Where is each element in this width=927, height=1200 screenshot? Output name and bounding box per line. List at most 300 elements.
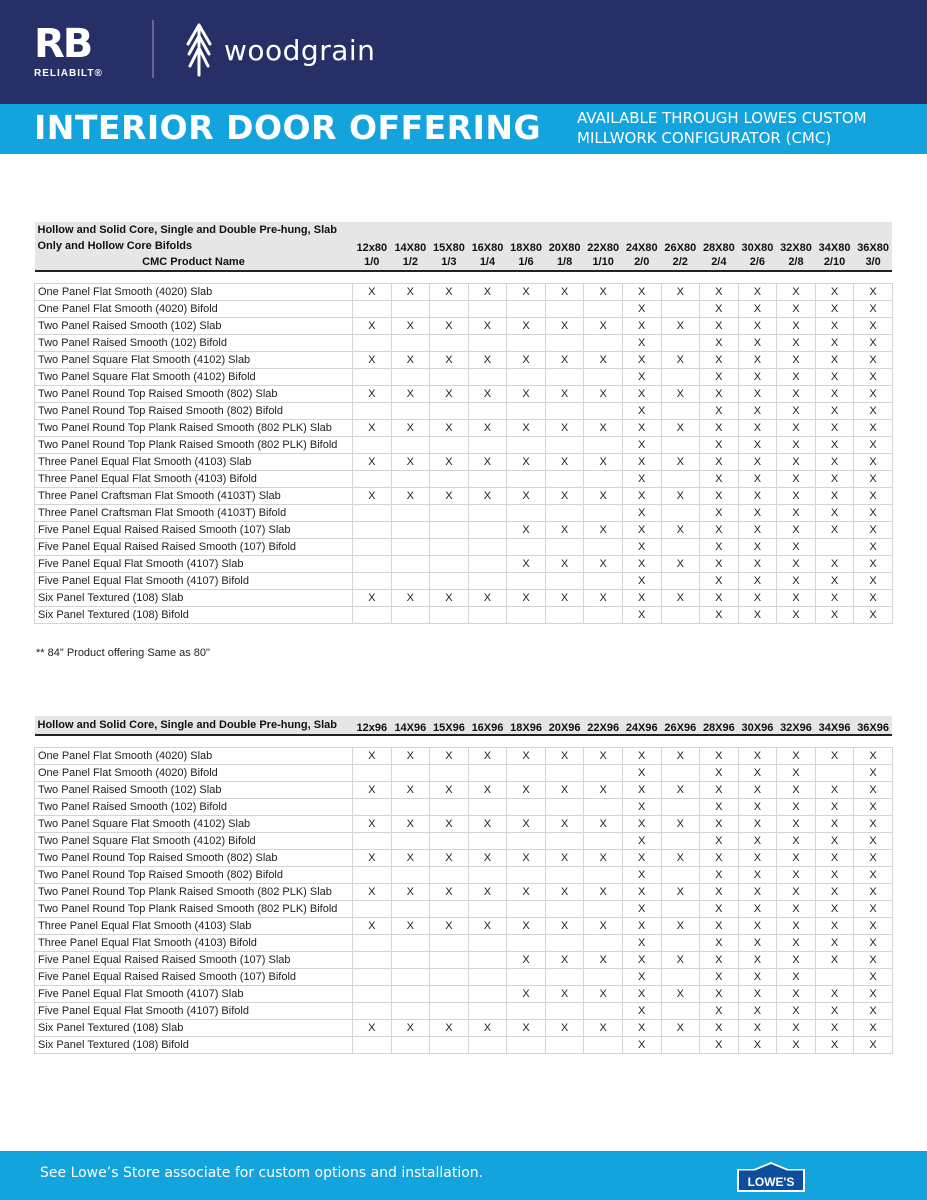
availability-cell: X [854, 1036, 893, 1053]
availability-cell: X [622, 985, 661, 1002]
availability-cell: X [815, 521, 854, 538]
table-row [35, 317, 893, 334]
table-row [35, 436, 893, 453]
availability-cell: X [854, 849, 893, 866]
availability-cell: X [661, 951, 700, 968]
availability-cell: X [661, 419, 700, 436]
table-row [35, 1002, 893, 1019]
availability-cell: X [700, 849, 739, 866]
availability-cell: X [815, 351, 854, 368]
table80-fraction-header-5: 1/8 [545, 254, 584, 270]
availability-cell: X [700, 385, 739, 402]
table96-size-header-2: 15X96 [430, 716, 469, 734]
product-name-cell: Two Panel Square Flat Smooth (4102) Slab [35, 351, 353, 368]
availability-cell: X [622, 883, 661, 900]
availability-cell: X [507, 747, 546, 764]
availability-cell: X [738, 815, 777, 832]
availability-cell: X [700, 1036, 739, 1053]
availability-cell: X [777, 504, 816, 521]
availability-cell: X [777, 419, 816, 436]
availability-cell: X [353, 917, 392, 934]
availability-cell: X [777, 764, 816, 781]
availability-cell: X [622, 747, 661, 764]
availability-cell: X [777, 832, 816, 849]
availability-cell: X [700, 747, 739, 764]
availability-cell: X [854, 504, 893, 521]
availability-cell [353, 521, 392, 538]
availability-cell: X [584, 317, 623, 334]
availability-cell: X [661, 453, 700, 470]
availability-cell [391, 538, 430, 555]
availability-cell [507, 402, 546, 419]
availability-cell: X [854, 317, 893, 334]
availability-cell [391, 470, 430, 487]
table80-size-header-0: 12x80 [353, 222, 392, 254]
table80-header-line1: Hollow and Solid Core, Single and Double Pre-hung, Slab [37, 224, 337, 236]
availability-cell [507, 300, 546, 317]
table-row [35, 832, 893, 849]
table-row [35, 849, 893, 866]
availability-cell [468, 572, 507, 589]
availability-cell: X [584, 385, 623, 402]
product-name-cell: Three Panel Equal Flat Smooth (4103) Slab [35, 453, 353, 470]
availability-cell [545, 798, 584, 815]
availability-cell: X [700, 504, 739, 521]
availability-cell: X [622, 968, 661, 985]
availability-cell: X [584, 985, 623, 1002]
table96-size-header-4: 18X96 [507, 716, 546, 734]
availability-cell: X [700, 453, 739, 470]
availability-cell: X [507, 815, 546, 832]
availability-cell: X [854, 351, 893, 368]
availability-cell [430, 606, 469, 623]
product-name-cell: Six Panel Textured (108) Slab [35, 589, 353, 606]
product-name-cell: Five Panel Equal Raised Raised Smooth (107) Bifold [35, 968, 353, 985]
availability-cell: X [815, 1019, 854, 1036]
table80-fraction-header-11: 2/8 [777, 254, 816, 270]
woodgrain-tree-icon [184, 22, 214, 78]
availability-cell: X [545, 589, 584, 606]
availability-cell [468, 402, 507, 419]
table80-body [35, 283, 893, 623]
availability-cell: X [777, 968, 816, 985]
availability-cell [430, 1002, 469, 1019]
availability-cell: X [430, 1019, 469, 1036]
availability-cell: X [700, 764, 739, 781]
availability-cell: X [815, 606, 854, 623]
table-row [35, 402, 893, 419]
product-name-cell: One Panel Flat Smooth (4020) Slab [35, 747, 353, 764]
availability-cell: X [507, 849, 546, 866]
availability-cell: X [738, 589, 777, 606]
availability-cell: X [584, 487, 623, 504]
availability-cell [430, 900, 469, 917]
table80-fraction-header-6: 1/10 [584, 254, 623, 270]
availability-cell: X [391, 453, 430, 470]
availability-cell: X [700, 781, 739, 798]
availability-cell [507, 900, 546, 917]
availability-cell: X [700, 317, 739, 334]
availability-cell [507, 436, 546, 453]
table-row [35, 470, 893, 487]
table96-size-header-10: 30X96 [738, 716, 777, 734]
availability-cell: X [854, 747, 893, 764]
availability-cell: X [815, 402, 854, 419]
availability-cell: X [738, 453, 777, 470]
table-row [35, 283, 893, 300]
availability-cell: X [622, 453, 661, 470]
availability-cell: X [468, 487, 507, 504]
availability-cell: X [700, 300, 739, 317]
availability-cell [353, 572, 392, 589]
availability-cell: X [545, 283, 584, 300]
availability-cell: X [468, 351, 507, 368]
availability-cell [584, 470, 623, 487]
availability-cell: X [738, 866, 777, 883]
availability-cell [468, 832, 507, 849]
availability-cell: X [738, 747, 777, 764]
product-name-cell: Two Panel Raised Smooth (102) Bifold [35, 334, 353, 351]
availability-cell: X [738, 968, 777, 985]
availability-cell: X [738, 606, 777, 623]
availability-cell: X [815, 334, 854, 351]
availability-cell [584, 504, 623, 521]
availability-cell: X [854, 300, 893, 317]
availability-cell: X [430, 487, 469, 504]
availability-cell: X [854, 453, 893, 470]
availability-cell: X [815, 883, 854, 900]
availability-cell: X [661, 385, 700, 402]
table80-size-header-8: 26X80 [661, 222, 700, 254]
availability-cell: X [353, 453, 392, 470]
availability-cell: X [353, 351, 392, 368]
availability-cell [507, 764, 546, 781]
availability-cell: X [507, 781, 546, 798]
availability-cell [584, 300, 623, 317]
availability-cell: X [622, 572, 661, 589]
availability-cell: X [622, 385, 661, 402]
availability-cell [507, 866, 546, 883]
table80-fraction-header-8: 2/2 [661, 254, 700, 270]
product-name-cell: Three Panel Equal Flat Smooth (4103) Slab [35, 917, 353, 934]
availability-cell: X [738, 538, 777, 555]
logo-divider [152, 20, 154, 78]
availability-cell: X [738, 521, 777, 538]
availability-cell: X [661, 985, 700, 1002]
availability-cell: X [661, 351, 700, 368]
availability-cell: X [391, 351, 430, 368]
product-name-cell: Two Panel Round Top Raised Smooth (802) Bifold [35, 402, 353, 419]
availability-cell: X [738, 385, 777, 402]
availability-cell: X [622, 521, 661, 538]
availability-cell: X [391, 781, 430, 798]
availability-cell [545, 470, 584, 487]
availability-cell: X [815, 453, 854, 470]
availability-cell [353, 968, 392, 985]
availability-cell [353, 900, 392, 917]
availability-cell [430, 1036, 469, 1053]
product-name-cell: Two Panel Square Flat Smooth (4102) Bifold [35, 368, 353, 385]
availability-cell [507, 968, 546, 985]
availability-cell: X [854, 606, 893, 623]
availability-cell [584, 402, 623, 419]
availability-cell: X [507, 1019, 546, 1036]
availability-cell: X [584, 453, 623, 470]
availability-cell: X [468, 385, 507, 402]
product-name-cell: Five Panel Equal Raised Raised Smooth (107) Slab [35, 951, 353, 968]
availability-cell: X [777, 985, 816, 1002]
availability-cell [430, 504, 469, 521]
availability-cell: X [545, 985, 584, 1002]
availability-cell: X [738, 317, 777, 334]
availability-cell [391, 334, 430, 351]
footer-text: See Lowe’s Store associate for custom options and installation. [40, 1165, 484, 1181]
availability-cell: X [777, 487, 816, 504]
availability-cell: X [777, 1036, 816, 1053]
availability-cell [353, 334, 392, 351]
availability-cell: X [854, 968, 893, 985]
table80-size-header-7: 24X80 [622, 222, 661, 254]
availability-cell: X [854, 521, 893, 538]
availability-cell: X [700, 798, 739, 815]
availability-cell: X [622, 951, 661, 968]
availability-cell: X [545, 883, 584, 900]
availability-cell: X [738, 849, 777, 866]
availability-cell [468, 934, 507, 951]
availability-cell [815, 764, 854, 781]
availability-cell [430, 368, 469, 385]
table80-fraction-header-9: 2/4 [700, 254, 739, 270]
availability-cell: X [777, 317, 816, 334]
availability-cell [661, 538, 700, 555]
availability-cell [391, 504, 430, 521]
availability-cell: X [700, 572, 739, 589]
availability-cell: X [738, 917, 777, 934]
availability-cell: X [738, 470, 777, 487]
availability-cell [545, 1002, 584, 1019]
table80-size-header-3: 16X80 [468, 222, 507, 254]
size-note: ** 84" Product offering Same as 80" [36, 647, 210, 659]
availability-cell: X [700, 934, 739, 951]
availability-cell: X [815, 985, 854, 1002]
availability-cell [353, 951, 392, 968]
availability-cell: X [430, 283, 469, 300]
product-name-cell: One Panel Flat Smooth (4020) Bifold [35, 764, 353, 781]
availability-cell: X [661, 317, 700, 334]
availability-cell: X [854, 572, 893, 589]
availability-cell: X [353, 419, 392, 436]
availability-cell: X [353, 283, 392, 300]
availability-cell [584, 866, 623, 883]
availability-cell [391, 521, 430, 538]
availability-cell: X [815, 917, 854, 934]
table-row [35, 985, 893, 1002]
table96-header-title: Hollow and Solid Core, Single and Double Pre-hung, Slab [35, 716, 353, 734]
availability-cell: X [584, 849, 623, 866]
table-row [35, 538, 893, 555]
availability-cell: X [391, 815, 430, 832]
availability-cell [584, 538, 623, 555]
availability-cell: X [700, 555, 739, 572]
availability-cell: X [391, 849, 430, 866]
availability-cell [545, 866, 584, 883]
availability-cell [507, 572, 546, 589]
availability-cell: X [777, 368, 816, 385]
availability-cell: X [777, 283, 816, 300]
product-name-cell: Five Panel Equal Raised Raised Smooth (107) Bifold [35, 538, 353, 555]
availability-cell [430, 334, 469, 351]
product-name-cell: Two Panel Square Flat Smooth (4102) Bifold [35, 832, 353, 849]
availability-cell [815, 968, 854, 985]
availability-cell: X [815, 572, 854, 589]
availability-cell [661, 798, 700, 815]
product-name-cell: Five Panel Equal Flat Smooth (4107) Bifold [35, 1002, 353, 1019]
availability-cell: X [545, 849, 584, 866]
product-name-cell: Two Panel Round Top Plank Raised Smooth (802 PLK) Slab [35, 419, 353, 436]
availability-cell: X [661, 917, 700, 934]
availability-cell [545, 934, 584, 951]
availability-cell [815, 538, 854, 555]
availability-cell [661, 368, 700, 385]
availability-cell: X [738, 402, 777, 419]
availability-cell [507, 798, 546, 815]
table-row [35, 798, 893, 815]
availability-cell [584, 968, 623, 985]
availability-cell: X [622, 334, 661, 351]
availability-cell: X [622, 300, 661, 317]
table80-size-header-9: 28X80 [700, 222, 739, 254]
table96-size-header-6: 22X96 [584, 716, 623, 734]
table96-size-header-9: 28X96 [700, 716, 739, 734]
availability-cell [353, 368, 392, 385]
availability-cell: X [815, 832, 854, 849]
availability-cell [507, 606, 546, 623]
table-row [35, 368, 893, 385]
availability-cell [661, 934, 700, 951]
availability-cell: X [584, 521, 623, 538]
availability-cell [545, 606, 584, 623]
table80-size-header-2: 15X80 [430, 222, 469, 254]
product-name-cell: Six Panel Textured (108) Slab [35, 1019, 353, 1036]
product-name-cell: Three Panel Equal Flat Smooth (4103) Bifold [35, 470, 353, 487]
product-name-cell: Five Panel Equal Raised Raised Smooth (107) Slab [35, 521, 353, 538]
availability-cell [430, 555, 469, 572]
availability-cell [661, 832, 700, 849]
availability-cell: X [700, 951, 739, 968]
product-name-cell: Two Panel Raised Smooth (102) Bifold [35, 798, 353, 815]
availability-cell: X [815, 419, 854, 436]
availability-cell: X [777, 538, 816, 555]
availability-cell: X [507, 555, 546, 572]
table96-size-header-11: 32X96 [777, 716, 816, 734]
availability-cell [661, 1036, 700, 1053]
availability-cell: X [430, 419, 469, 436]
table96-header-row [35, 716, 893, 734]
availability-cell: X [468, 317, 507, 334]
availability-cell: X [507, 351, 546, 368]
reliabilt-name: RELIABILT® [34, 68, 103, 79]
table96-size-header-12: 34X96 [815, 716, 854, 734]
product-name-cell: Two Panel Round Top Raised Smooth (802) Slab [35, 385, 353, 402]
availability-cell: X [815, 368, 854, 385]
availability-cell [391, 764, 430, 781]
availability-cell: X [777, 351, 816, 368]
availability-cell: X [622, 419, 661, 436]
table80-fraction-header-7: 2/0 [622, 254, 661, 270]
availability-cell: X [738, 781, 777, 798]
product-name-cell: Two Panel Round Top Raised Smooth (802) Slab [35, 849, 353, 866]
availability-cell: X [815, 798, 854, 815]
availability-cell: X [468, 917, 507, 934]
table-row [35, 589, 893, 606]
availability-cell: X [545, 521, 584, 538]
availability-cell: X [622, 402, 661, 419]
availability-cell: X [738, 798, 777, 815]
availability-cell: X [738, 1036, 777, 1053]
availability-cell: X [661, 521, 700, 538]
availability-cell [391, 572, 430, 589]
table80-size-header-10: 30X80 [738, 222, 777, 254]
availability-cell: X [391, 589, 430, 606]
availability-cell: X [507, 283, 546, 300]
availability-cell [391, 402, 430, 419]
availability-cell [391, 798, 430, 815]
availability-cell: X [507, 317, 546, 334]
availability-cell: X [815, 1036, 854, 1053]
availability-cell: X [622, 781, 661, 798]
availability-cell [430, 866, 469, 883]
availability-cell [545, 764, 584, 781]
availability-cell [391, 900, 430, 917]
availability-cell: X [815, 317, 854, 334]
availability-cell [661, 900, 700, 917]
availability-cell: X [738, 419, 777, 436]
availability-cell: X [545, 747, 584, 764]
availability-cell: X [353, 747, 392, 764]
availability-cell: X [700, 351, 739, 368]
table-row [35, 487, 893, 504]
availability-cell: X [700, 402, 739, 419]
availability-cell [584, 436, 623, 453]
table-row [35, 747, 893, 764]
availability-cell [468, 521, 507, 538]
availability-cell [468, 968, 507, 985]
availability-cell: X [738, 283, 777, 300]
product-name-cell: Two Panel Raised Smooth (102) Slab [35, 781, 353, 798]
availability-cell: X [700, 436, 739, 453]
availability-cell: X [622, 934, 661, 951]
availability-cell: X [700, 334, 739, 351]
availability-cell [430, 934, 469, 951]
availability-cell: X [391, 1019, 430, 1036]
availability-cell: X [738, 1019, 777, 1036]
availability-cell: X [777, 436, 816, 453]
table80-fraction-header-0: 1/0 [353, 254, 392, 270]
lowes-logo [736, 1161, 806, 1193]
availability-cell [353, 764, 392, 781]
availability-cell: X [700, 968, 739, 985]
availability-cell: X [815, 385, 854, 402]
table-row [35, 900, 893, 917]
availability-cell [353, 555, 392, 572]
availability-cell [584, 1036, 623, 1053]
availability-cell: X [391, 883, 430, 900]
availability-cell: X [777, 900, 816, 917]
availability-cell [661, 764, 700, 781]
availability-cell: X [584, 283, 623, 300]
availability-cell: X [507, 453, 546, 470]
availability-cell: X [622, 317, 661, 334]
